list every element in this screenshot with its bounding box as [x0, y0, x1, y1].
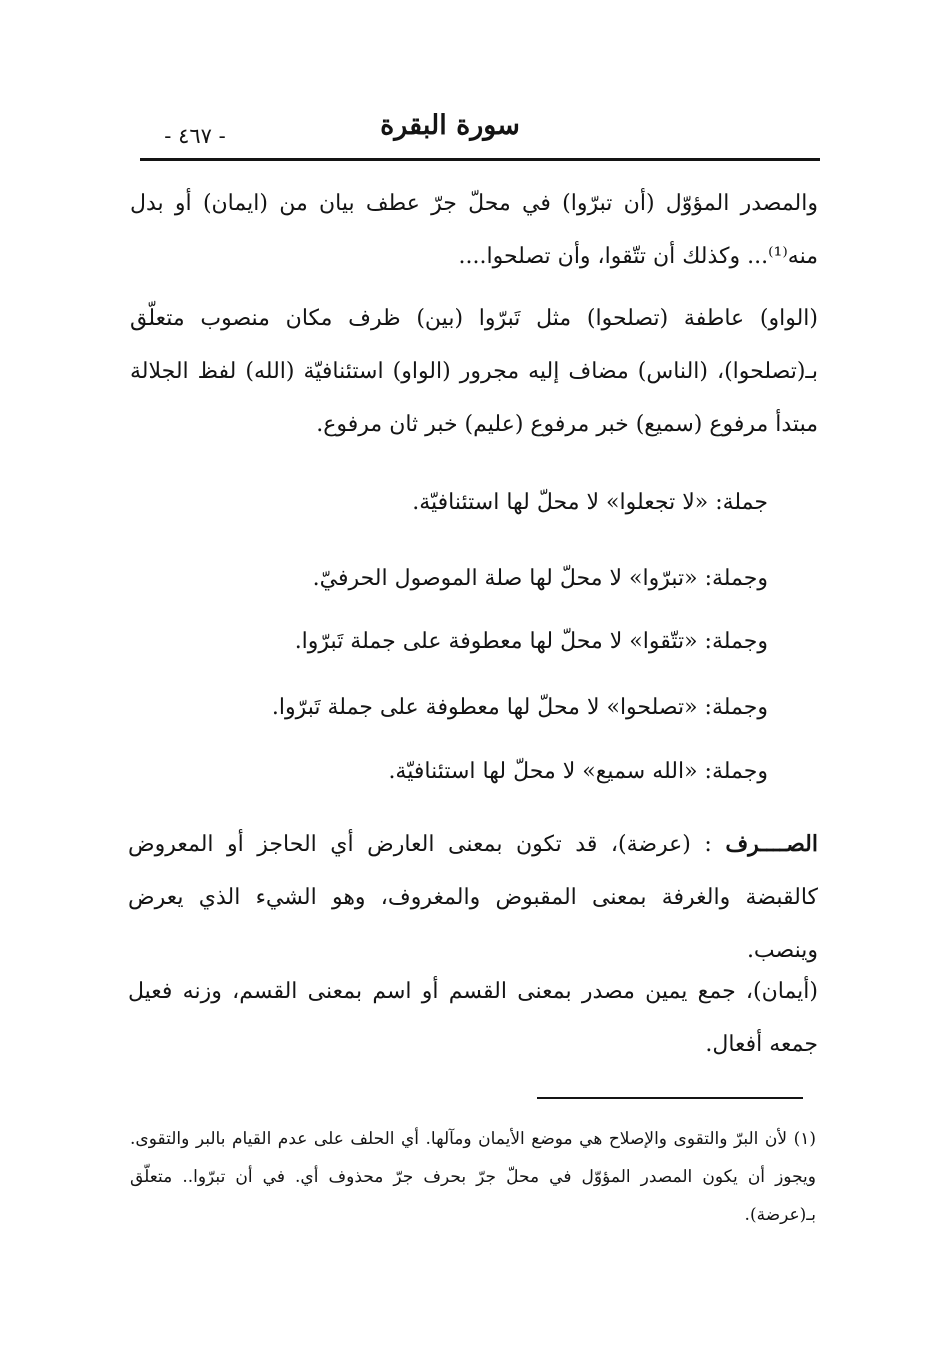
paragraph-parsing: (الواو) عاطفة (تصلحوا) مثل تَبرّوا (بين) ظرف مكان منصوب متعلّق بـ(تصلحوا)، (الناس) مضاف إليه مجرور (الواو) استئنافيّة (الله) لفظ الجلالة مبتدأ مرفوع (سميع) خبر مرفوع (عليم) خبر ثان مرفوع. — [130, 306, 818, 437]
clause-line: وجملة: «تتّقوا» لا محلّ لها معطوفة على جملة تَبرّوا. — [294, 629, 768, 654]
sarf-heading: الصــــرف — [725, 831, 818, 857]
sarf-text: : (عرضة)، قد تكون بمعنى العارض أي الحاجز أو المعروض كالقبضة والغرفة بمعنى المقبوض والمغروف، وهو الشيء الذي يعرض وينصب. — [128, 832, 818, 963]
page-number: - ٤٦٧ - — [164, 124, 226, 148]
clause-line: وجملة: «تبرّوا» لا محلّ لها صلة الموصول الحرفيّ. — [312, 566, 768, 591]
clause-line: وجملة: «تصلحوا» لا محلّ لها معطوفة على جملة تَبرّوا. — [271, 695, 768, 720]
paragraph-sarf — [128, 818, 818, 977]
footnote: (١) لأن البرّ والتقوى والإصلاح هي موضع الأيمان ومآلها. أي الحلف على عدم القيام بالبر والتقوى. ويجوز أن يكون المصدر المؤوّل في محلّ جرّ بحرف جرّ محذوف أي. في أن تبرّوا.. متعلّق بـ(عرضة). — [130, 1129, 816, 1225]
header-rule — [140, 158, 820, 161]
page-title: سورة البقرة — [380, 110, 520, 141]
clause-line: وجملة: «الله سميع» لا محلّ لها استئنافيّة. — [388, 759, 768, 784]
paragraph-aymaan: (أيمان)، جمع يمين مصدر بمعنى القسم أو اسم بمعنى القسم، وزنه فعيل جمعه أفعال. — [128, 979, 818, 1057]
paragraph-mutual-source: والمصدر المؤوّل (أن تبرّوا) في محلّ جرّ عطف بيان من (ايمان) أو بدل منه⁽¹⁾... وكذلك أن تتّقوا، وأن تصلحوا.... — [130, 191, 818, 269]
clause-line: جملة: «لا تجعلوا» لا محلّ لها استئنافيّة. — [412, 490, 768, 515]
footnote-rule — [537, 1097, 803, 1099]
